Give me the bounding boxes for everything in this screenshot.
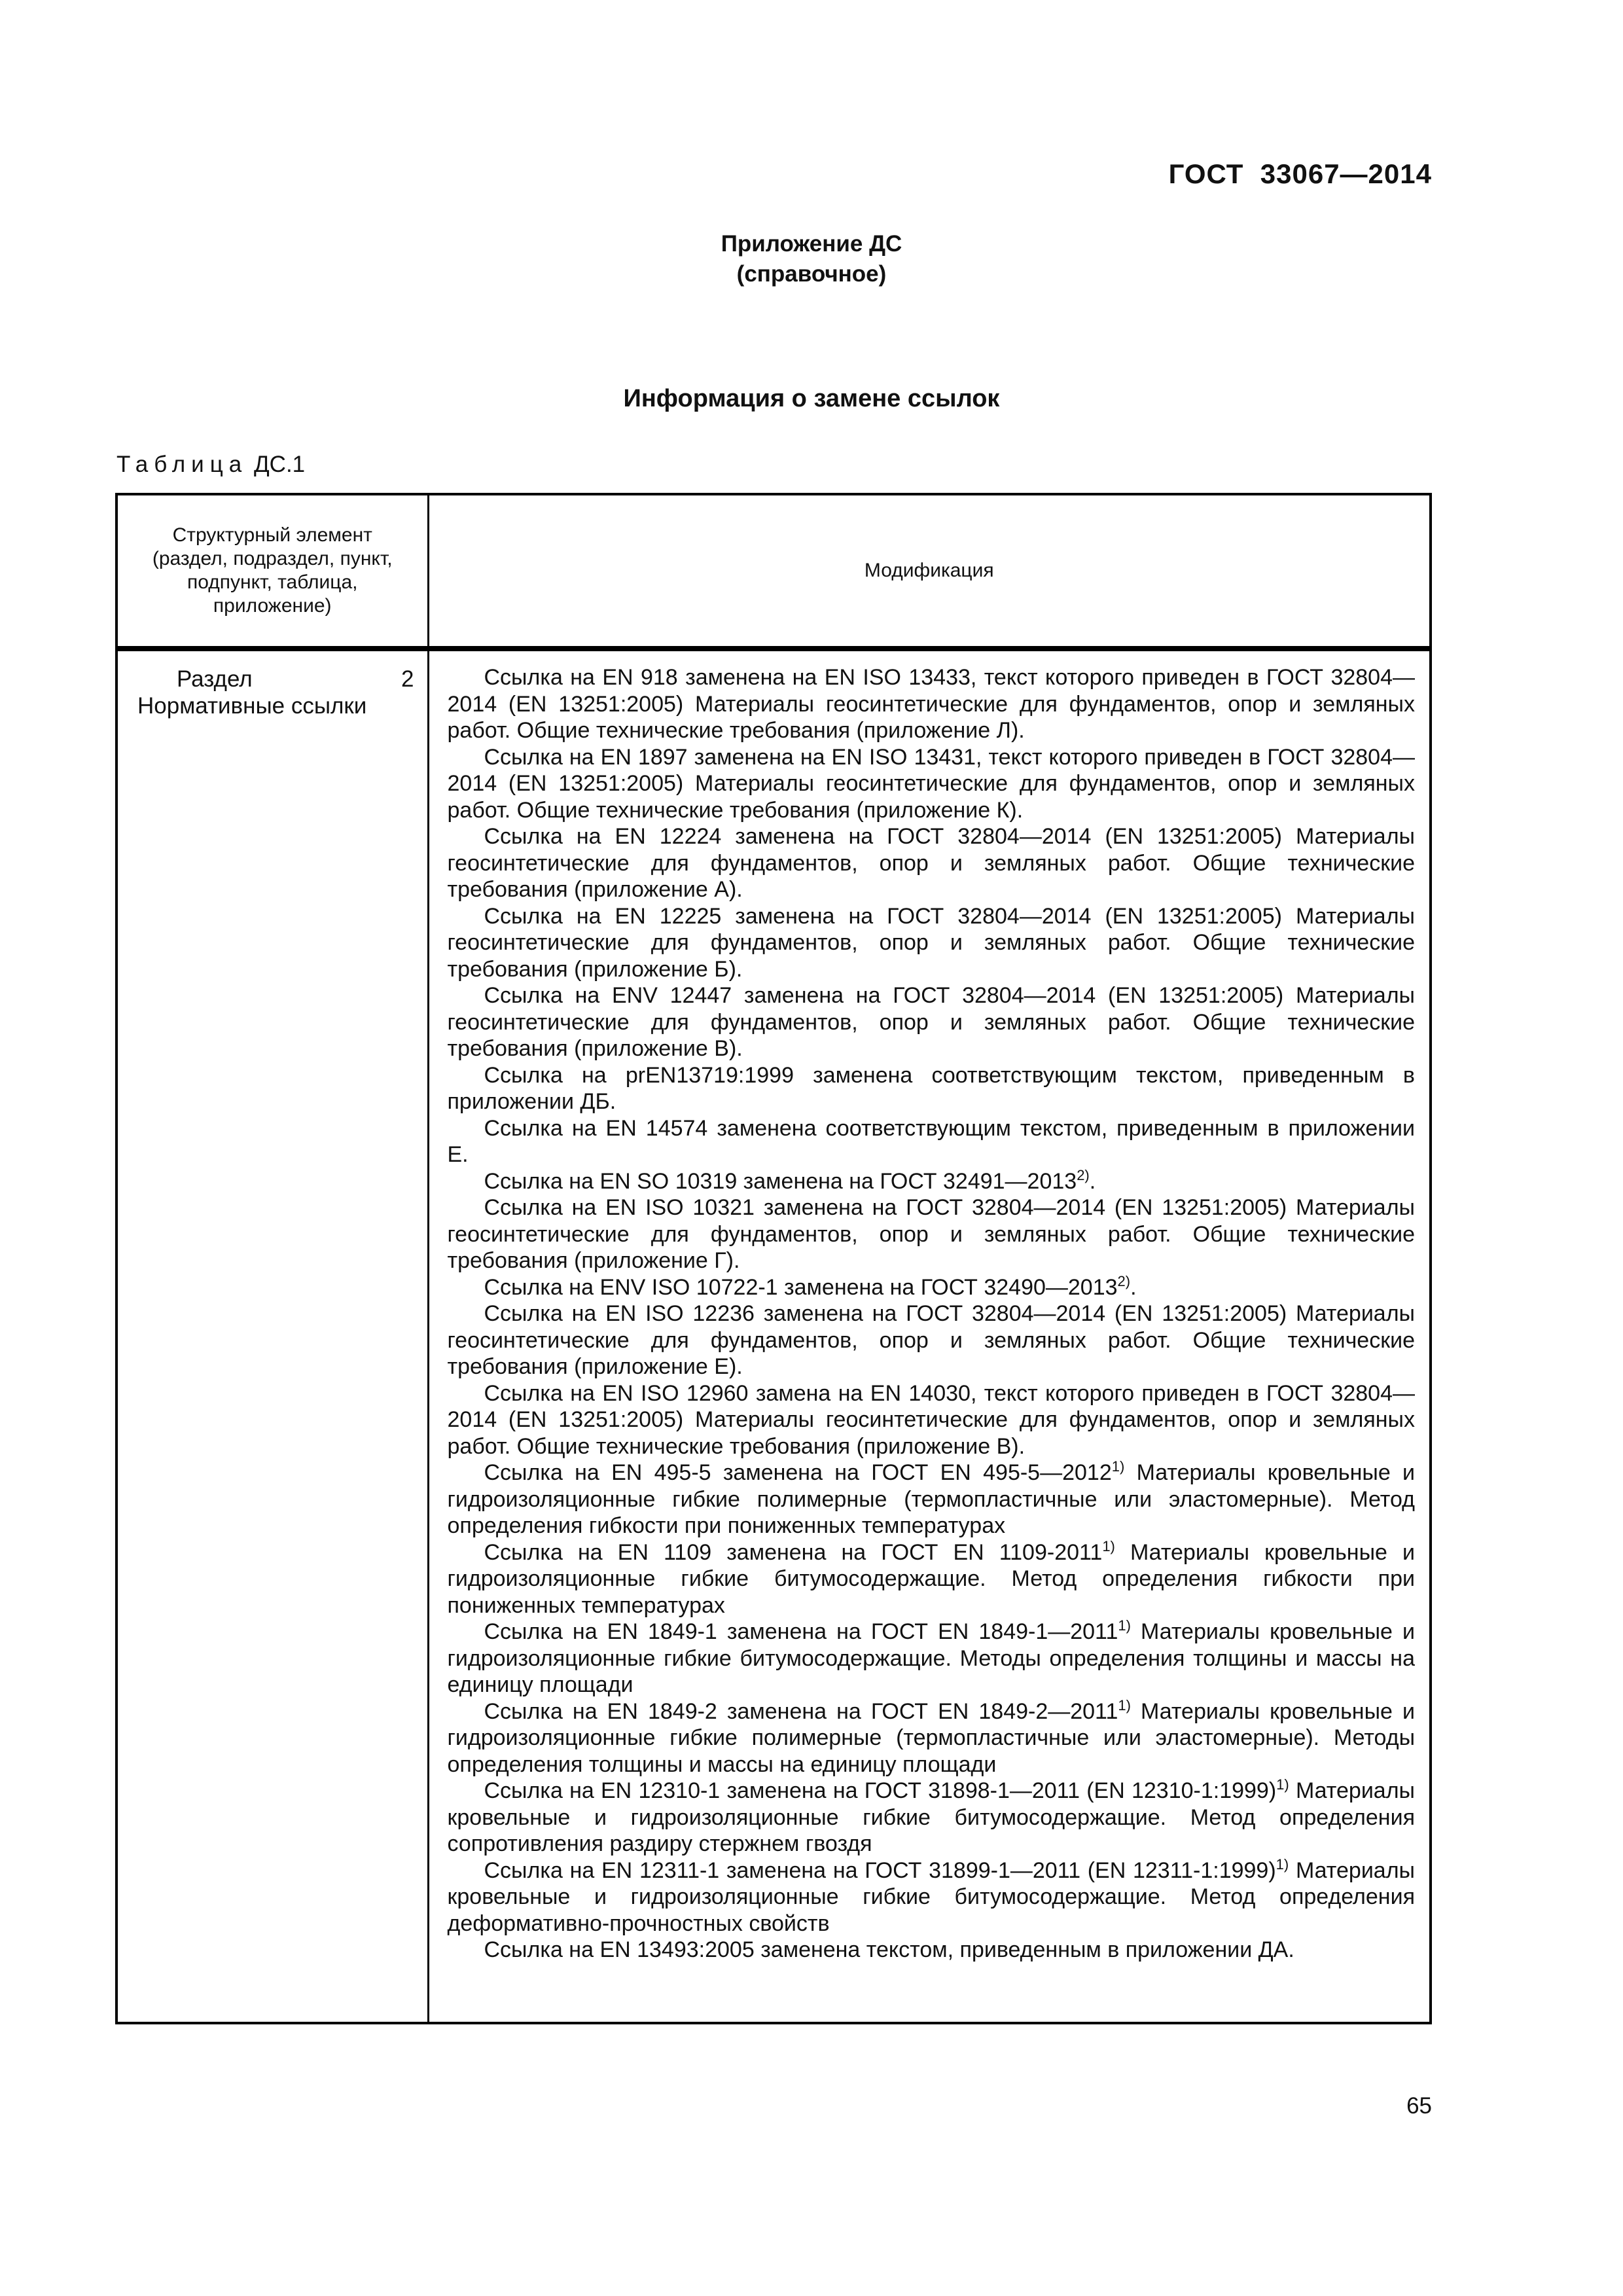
- paragraph-text: Ссылка на EN ISO 10321 заменена на ГОСТ 32804—2014 (EN 13251:2005) Материалы геосинтетические для фундаментов, опор и земляных работ. Общие технические требования (приложение Г).: [447, 1195, 1415, 1273]
- paragraph-text: Ссылка на EN 1849-1 заменена на ГОСТ EN 1849-1—2011: [484, 1619, 1118, 1644]
- paragraph-text: Ссылка на EN 495-5 заменена на ГОСТ EN 495-5—2012: [484, 1460, 1112, 1485]
- paragraph-text: Ссылка на EN 1849-2 заменена на ГОСТ EN 1849-2—2011: [484, 1698, 1118, 1724]
- annex-subtitle: (справочное): [736, 261, 887, 287]
- modification-paragraph: [448, 1857, 1416, 1937]
- paragraph-text: Ссылка на EN 13493:2005 заменена текстом, приведенным в приложении ДА.: [484, 1937, 1294, 1962]
- modification-paragraph: [448, 1380, 1416, 1460]
- paragraph-text: Ссылка на EN 918 заменена на EN ISO 13433, текст которого приведен в ГОСТ 32804—2014 (EN 13251:2005) Материалы геосинтетические для фундаментов, опор и земляных работ. Общие технические требования (приложение Л).: [447, 665, 1415, 743]
- footnote-marker: 1): [1111, 1458, 1125, 1475]
- paragraph-text-continued: Материалы кровельные и гидроизоляционные гибкие битумосодержащие. Метод определения гибкости при пониженных температурах: [447, 1539, 1415, 1618]
- paragraph-text-continued: .: [1089, 1168, 1096, 1194]
- modification-paragraph: [448, 1115, 1416, 1168]
- modification-paragraph: [448, 1698, 1416, 1778]
- paragraph-text: Ссылка на EN 1109 заменена на ГОСТ EN 1109-2011: [484, 1539, 1103, 1565]
- page-number: 65: [1406, 2093, 1432, 2119]
- header-structural-element: Структурный элемент (раздел, подраздел, пункт, подпункт, таблица, приложение): [116, 494, 428, 649]
- paragraph-text-continued: .: [1130, 1274, 1137, 1300]
- paragraph-text: Ссылка на ENV ISO 10722-1 заменена на ГОСТ 32490—2013: [484, 1274, 1118, 1300]
- modification-paragraph: [448, 1062, 1416, 1115]
- table-row: [116, 649, 1431, 2023]
- modification-paragraph: [448, 664, 1416, 744]
- footnote-marker: 1): [1275, 1856, 1289, 1873]
- footnote-marker: 1): [1276, 1776, 1289, 1793]
- footnote-marker: 1): [1118, 1617, 1131, 1634]
- modification-paragraph: [448, 903, 1416, 983]
- footnote-marker: 1): [1102, 1537, 1115, 1554]
- table-caption-word: Таблица: [116, 452, 248, 477]
- paragraph-text: Ссылка на EN ISO 12236 заменена на ГОСТ 32804—2014 (EN 13251:2005) Материалы геосинтетические для фундаментов, опор и земляных работ. Общие технические требования (приложение Е).: [447, 1301, 1415, 1379]
- modification-paragraph: [448, 744, 1416, 824]
- modification-paragraph: [448, 1274, 1416, 1301]
- structural-element-cell: [116, 649, 428, 2023]
- paragraph-text: Ссылка на EN SO 10319 заменена на ГОСТ 32491—2013: [484, 1168, 1077, 1194]
- paragraph-text: Ссылка на EN 12225 заменена на ГОСТ 32804—2014 (EN 13251:2005) Материалы геосинтетические для фундаментов, опор и земляных работ. Общие технические требования (приложение Б).: [447, 903, 1415, 982]
- paragraph-text: Ссылка на EN 1897 заменена на EN ISO 13431, текст которого приведен в ГОСТ 32804—2014 (EN 13251:2005) Материалы геосинтетические для фундаментов, опор и земляных работ. Общие технические требования (приложение К).: [447, 744, 1415, 823]
- paragraph-text-continued: Материалы кровельные и гидроизоляционные гибкие полимерные (термопластичные или эластомерные). Метод определения гибкости при пониженных температурах: [447, 1460, 1415, 1538]
- paragraph-text-continued: Материалы кровельные и гидроизоляционные гибкие битумосодержащие. Метод определения сопротивления раздиру стержнем гвоздя: [447, 1778, 1415, 1856]
- modification-cell: [428, 649, 1431, 2023]
- modification-paragraph: [448, 823, 1416, 903]
- footnote-marker: 2): [1077, 1166, 1090, 1183]
- paragraph-text: Ссылка на EN 12311-1 заменена на ГОСТ 31899-1—2011 (EN 12311-1:1999): [484, 1857, 1276, 1883]
- paragraph-text: Ссылка на EN 12224 заменена на ГОСТ 32804—2014 (EN 13251:2005) Материалы геосинтетические для фундаментов, опор и земляных работ. Общие технические требования (приложение А).: [447, 824, 1415, 902]
- table-caption-number: ДС.1: [253, 452, 306, 477]
- annex-heading: [0, 229, 1623, 289]
- paragraph-text: Ссылка на EN ISO 12960 замена на EN 14030, текст которого приведен в ГОСТ 32804—2014 (EN 13251:2005) Материалы геосинтетические для фундаментов, опор и земляных работ. Общие технические требования (приложение В).: [447, 1380, 1415, 1459]
- table-caption: [116, 452, 305, 478]
- header-modification: Модификация: [428, 494, 1431, 649]
- document-code: ГОСТ 33067—2014: [1168, 158, 1432, 189]
- modification-paragraph: [448, 1194, 1416, 1274]
- modification-paragraphs: [448, 664, 1416, 1964]
- modification-paragraph: [448, 1619, 1416, 1698]
- structural-element-text: Раздел 2 Нормативные ссылки: [137, 666, 414, 719]
- paragraph-text-continued: Материалы кровельные и гидроизоляционные гибкие битумосодержащие. Методы определения толщины и массы на единицу площади: [447, 1619, 1415, 1697]
- paragraph-text: Ссылка на EN 12310-1 заменена на ГОСТ 31898-1—2011 (EN 12310-1:1999): [484, 1778, 1277, 1803]
- table-header-row: [116, 494, 1431, 649]
- annex-title: Приложение ДС: [721, 231, 902, 257]
- modification-paragraph: [448, 982, 1416, 1062]
- modification-paragraph: [448, 1937, 1416, 1964]
- paragraph-text: Ссылка на EN 14574 заменена соответствующим текстом, приведенным в приложении Е.: [447, 1115, 1415, 1167]
- reference-replacement-table: [115, 493, 1432, 2024]
- footnote-marker: 1): [1118, 1696, 1131, 1713]
- paragraph-text-continued: Материалы кровельные и гидроизоляционные гибкие битумосодержащие. Метод определения деформативно-прочностных свойств: [447, 1857, 1415, 1936]
- paragraph-text-continued: Материалы кровельные и гидроизоляционные гибкие полимерные (термопластичные или эластомерные). Методы определения толщины и массы на единицу площади: [447, 1698, 1415, 1777]
- page-title: Информация о замене ссылок: [623, 385, 1000, 412]
- modification-paragraph: [448, 1539, 1416, 1619]
- modification-paragraph: [448, 1460, 1416, 1539]
- modification-paragraph: [448, 1168, 1416, 1195]
- paragraph-text: Ссылка на prEN13719:1999 заменена соответствующим текстом, приведенным в приложении ДБ.: [447, 1062, 1415, 1114]
- footnote-marker: 2): [1117, 1272, 1131, 1289]
- modification-paragraph: [448, 1300, 1416, 1380]
- modification-paragraph: [448, 1778, 1416, 1857]
- paragraph-text: Ссылка на ENV 12447 заменена на ГОСТ 32804—2014 (EN 13251:2005) Материалы геосинтетические для фундаментов, опор и земляных работ. Общие технические требования (приложение В).: [447, 983, 1415, 1061]
